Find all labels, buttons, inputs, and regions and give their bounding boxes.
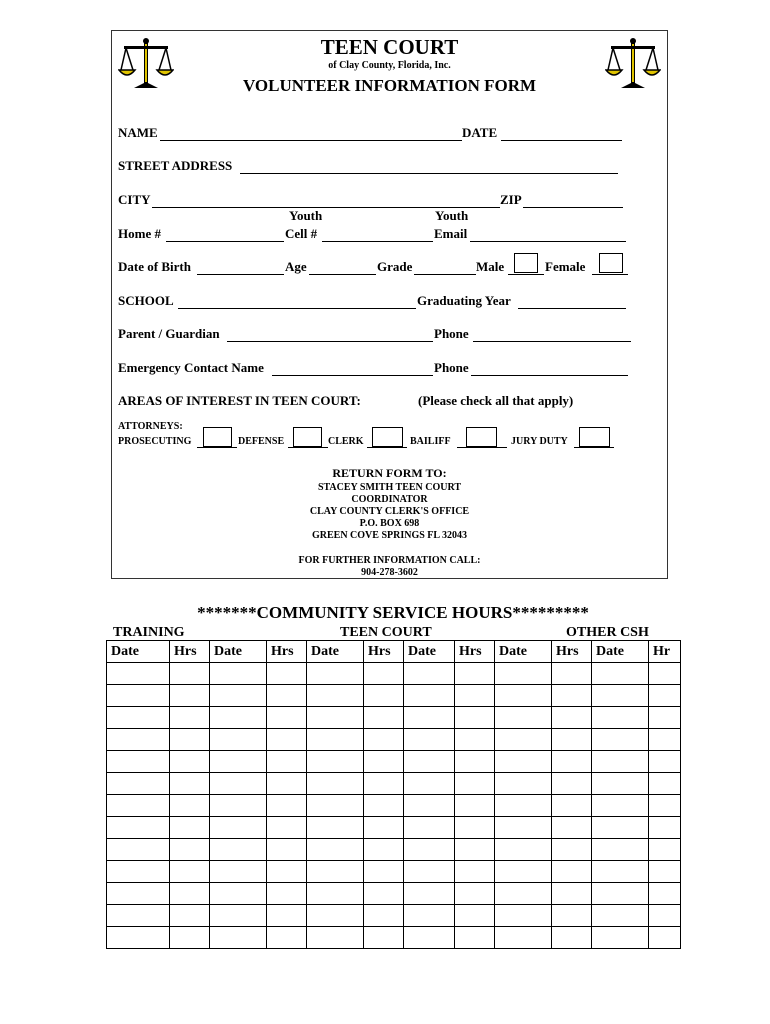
table-cell[interactable] bbox=[267, 663, 307, 685]
defense-checkbox[interactable] bbox=[293, 427, 322, 447]
teen-court-group-label: TEEN COURT bbox=[340, 625, 432, 640]
table-cell[interactable] bbox=[307, 795, 364, 817]
jury-duty-checkbox[interactable] bbox=[579, 427, 610, 447]
return-address-line: CLAY COUNTY CLERK'S OFFICE bbox=[309, 506, 470, 517]
table-cell[interactable] bbox=[107, 795, 170, 817]
zip-field[interactable] bbox=[523, 207, 623, 208]
table-row bbox=[107, 795, 681, 817]
table-cell[interactable] bbox=[210, 817, 267, 839]
table-cell[interactable] bbox=[267, 839, 307, 861]
table-cell[interactable] bbox=[455, 707, 495, 729]
table-cell[interactable] bbox=[107, 663, 170, 685]
table-cell[interactable] bbox=[107, 927, 170, 949]
table-cell[interactable] bbox=[307, 905, 364, 927]
female-checkbox[interactable] bbox=[599, 253, 623, 273]
table-cell[interactable] bbox=[592, 751, 649, 773]
table-cell[interactable] bbox=[210, 861, 267, 883]
table-cell[interactable] bbox=[552, 729, 592, 751]
table-cell[interactable] bbox=[455, 751, 495, 773]
clerk-label: CLERK bbox=[328, 436, 364, 447]
table-cell[interactable] bbox=[455, 663, 495, 685]
table-cell[interactable] bbox=[364, 707, 404, 729]
table-cell[interactable] bbox=[404, 663, 455, 685]
table-cell[interactable] bbox=[592, 839, 649, 861]
table-cell[interactable] bbox=[649, 839, 681, 861]
school-field[interactable] bbox=[178, 308, 416, 309]
table-cell[interactable] bbox=[107, 685, 170, 707]
defense-underline bbox=[288, 447, 328, 448]
table-cell[interactable] bbox=[307, 685, 364, 707]
training-group-label: TRAINING bbox=[113, 625, 185, 640]
emergency-contact-label: Emergency Contact Name bbox=[118, 360, 264, 375]
table-cell[interactable] bbox=[267, 817, 307, 839]
table-cell[interactable] bbox=[592, 795, 649, 817]
table-cell[interactable] bbox=[170, 905, 210, 927]
jury-duty-underline bbox=[574, 447, 614, 448]
table-row bbox=[107, 729, 681, 751]
table-cell[interactable] bbox=[649, 861, 681, 883]
table-cell[interactable] bbox=[210, 685, 267, 707]
table-cell[interactable] bbox=[307, 773, 364, 795]
bailiff-label: BAILIFF bbox=[410, 436, 451, 447]
email-field[interactable] bbox=[470, 241, 626, 242]
street-address-field[interactable] bbox=[240, 173, 618, 174]
youth-cell-label: Youth bbox=[289, 208, 323, 223]
graduating-year-field[interactable] bbox=[518, 308, 626, 309]
table-cell[interactable] bbox=[210, 795, 267, 817]
table-cell[interactable] bbox=[107, 905, 170, 927]
table-cell[interactable] bbox=[267, 773, 307, 795]
organization-subtitle: of Clay County, Florida, Inc. bbox=[328, 60, 451, 71]
table-cell[interactable] bbox=[364, 773, 404, 795]
parent-guardian-field[interactable] bbox=[227, 341, 433, 342]
table-cell[interactable] bbox=[307, 861, 364, 883]
female-underline bbox=[592, 274, 628, 275]
table-cell[interactable] bbox=[267, 685, 307, 707]
return-address-line: COORDINATOR bbox=[351, 494, 428, 505]
table-cell[interactable] bbox=[210, 905, 267, 927]
city-label: CITY bbox=[118, 192, 151, 207]
table-cell[interactable] bbox=[649, 927, 681, 949]
table-cell[interactable] bbox=[592, 861, 649, 883]
email-label: Email bbox=[434, 226, 468, 241]
table-cell[interactable] bbox=[552, 927, 592, 949]
table-cell[interactable] bbox=[170, 861, 210, 883]
community-service-hours-title: *******COMMUNITY SERVICE HOURS********* bbox=[197, 603, 589, 622]
table-cell[interactable] bbox=[552, 883, 592, 905]
table-cell[interactable] bbox=[364, 861, 404, 883]
table-cell[interactable] bbox=[455, 839, 495, 861]
table-cell[interactable] bbox=[649, 685, 681, 707]
table-cell[interactable] bbox=[495, 861, 552, 883]
column-header: Hrs bbox=[364, 641, 404, 663]
table-cell[interactable] bbox=[649, 707, 681, 729]
table-cell[interactable] bbox=[592, 927, 649, 949]
column-header: Date bbox=[495, 641, 552, 663]
table-cell[interactable] bbox=[495, 707, 552, 729]
table-cell[interactable] bbox=[267, 729, 307, 751]
table-cell[interactable] bbox=[404, 905, 455, 927]
school-label: SCHOOL bbox=[118, 293, 174, 308]
emergency-contact-field[interactable] bbox=[272, 375, 433, 376]
table-cell[interactable] bbox=[170, 927, 210, 949]
youth-email-label: Youth bbox=[435, 208, 469, 223]
table-cell[interactable] bbox=[364, 883, 404, 905]
table-cell[interactable] bbox=[210, 927, 267, 949]
table-cell[interactable] bbox=[495, 685, 552, 707]
table-cell[interactable] bbox=[404, 729, 455, 751]
table-cell[interactable] bbox=[170, 751, 210, 773]
table-row bbox=[107, 883, 681, 905]
table-cell[interactable] bbox=[364, 839, 404, 861]
table-cell[interactable] bbox=[364, 927, 404, 949]
female-label: Female bbox=[545, 259, 586, 274]
zip-label: ZIP bbox=[500, 192, 522, 207]
table-cell[interactable] bbox=[495, 663, 552, 685]
table-cell[interactable] bbox=[552, 861, 592, 883]
table-cell[interactable] bbox=[267, 861, 307, 883]
table-cell[interactable] bbox=[404, 817, 455, 839]
table-cell[interactable] bbox=[592, 773, 649, 795]
table-cell[interactable] bbox=[592, 663, 649, 685]
age-field[interactable] bbox=[309, 274, 376, 275]
column-header: Date bbox=[404, 641, 455, 663]
table-cell[interactable] bbox=[552, 707, 592, 729]
name-field[interactable] bbox=[160, 140, 462, 141]
table-cell[interactable] bbox=[649, 773, 681, 795]
table-cell[interactable] bbox=[495, 839, 552, 861]
column-header: Hrs bbox=[170, 641, 210, 663]
table-cell[interactable] bbox=[404, 685, 455, 707]
other-csh-group-label: OTHER CSH bbox=[566, 625, 649, 640]
column-header: Hrs bbox=[267, 641, 307, 663]
table-cell[interactable] bbox=[307, 751, 364, 773]
table-cell[interactable] bbox=[495, 795, 552, 817]
table-cell[interactable] bbox=[210, 883, 267, 905]
table-cell[interactable] bbox=[592, 817, 649, 839]
table-cell[interactable] bbox=[552, 773, 592, 795]
table-cell[interactable] bbox=[649, 663, 681, 685]
table-cell[interactable] bbox=[307, 817, 364, 839]
table-cell[interactable] bbox=[170, 883, 210, 905]
table-cell[interactable] bbox=[592, 883, 649, 905]
column-header: Hrs bbox=[552, 641, 592, 663]
table-cell[interactable] bbox=[364, 817, 404, 839]
attorneys-label: ATTORNEYS: bbox=[118, 421, 183, 432]
table-cell[interactable] bbox=[107, 861, 170, 883]
table-cell[interactable] bbox=[307, 707, 364, 729]
table-cell[interactable] bbox=[404, 883, 455, 905]
date-field[interactable] bbox=[501, 140, 622, 141]
table-cell[interactable] bbox=[267, 707, 307, 729]
prosecuting-label: PROSECUTING bbox=[118, 436, 192, 447]
table-cell[interactable] bbox=[455, 729, 495, 751]
cell-phone-label: Cell # bbox=[285, 226, 318, 241]
table-cell[interactable] bbox=[364, 795, 404, 817]
jury-duty-label: JURY DUTY bbox=[511, 436, 568, 447]
table-cell[interactable] bbox=[455, 861, 495, 883]
table-cell[interactable] bbox=[552, 817, 592, 839]
return-address-line: STACEY SMITH TEEN COURT bbox=[317, 482, 462, 493]
table-cell[interactable] bbox=[455, 883, 495, 905]
home-phone-label: Home # bbox=[118, 226, 161, 241]
table-cell[interactable] bbox=[170, 729, 210, 751]
table-cell[interactable] bbox=[649, 795, 681, 817]
emergency-phone-field[interactable] bbox=[471, 375, 628, 376]
parent-phone-label: Phone bbox=[434, 326, 469, 341]
table-cell[interactable] bbox=[592, 707, 649, 729]
name-label: NAME bbox=[118, 125, 158, 140]
prosecuting-checkbox[interactable] bbox=[203, 427, 232, 447]
further-info-label: FOR FURTHER INFORMATION CALL: bbox=[298, 555, 481, 566]
date-of-birth-field[interactable] bbox=[197, 274, 284, 275]
table-row bbox=[107, 663, 681, 685]
age-label: Age bbox=[285, 259, 307, 274]
table-cell[interactable] bbox=[455, 817, 495, 839]
table-cell[interactable] bbox=[404, 795, 455, 817]
table-cell[interactable] bbox=[552, 905, 592, 927]
table-row bbox=[107, 927, 681, 949]
table-cell[interactable] bbox=[210, 839, 267, 861]
table-cell[interactable] bbox=[267, 751, 307, 773]
cell-phone-field[interactable] bbox=[322, 241, 433, 242]
table-row bbox=[107, 839, 681, 861]
male-label: Male bbox=[476, 259, 505, 274]
table-cell[interactable] bbox=[307, 883, 364, 905]
table-cell[interactable] bbox=[107, 839, 170, 861]
table-cell[interactable] bbox=[495, 817, 552, 839]
table-cell[interactable] bbox=[495, 729, 552, 751]
table-cell[interactable] bbox=[404, 861, 455, 883]
table-row bbox=[107, 861, 681, 883]
table-cell[interactable] bbox=[455, 685, 495, 707]
table-cell[interactable] bbox=[455, 795, 495, 817]
table-cell[interactable] bbox=[107, 751, 170, 773]
table-cell[interactable] bbox=[307, 927, 364, 949]
return-address-line: GREEN COVE SPRINGS FL 32043 bbox=[311, 530, 468, 541]
community-service-hours-table bbox=[106, 640, 681, 949]
table-cell[interactable] bbox=[267, 883, 307, 905]
table-cell[interactable] bbox=[495, 927, 552, 949]
table-cell[interactable] bbox=[649, 883, 681, 905]
table-cell[interactable] bbox=[307, 663, 364, 685]
table-cell[interactable] bbox=[170, 839, 210, 861]
table-cell[interactable] bbox=[404, 751, 455, 773]
column-header: Date bbox=[210, 641, 267, 663]
table-cell[interactable] bbox=[495, 883, 552, 905]
return-form-heading: RETURN FORM TO: bbox=[332, 466, 447, 480]
street-address-label: STREET ADDRESS bbox=[118, 158, 233, 173]
table-cell[interactable] bbox=[404, 927, 455, 949]
table-cell[interactable] bbox=[592, 905, 649, 927]
table-cell[interactable] bbox=[307, 729, 364, 751]
table-cell[interactable] bbox=[552, 685, 592, 707]
table-row bbox=[107, 751, 681, 773]
graduating-year-label: Graduating Year bbox=[417, 293, 511, 308]
male-checkbox[interactable] bbox=[514, 253, 538, 273]
table-row bbox=[107, 707, 681, 729]
table-row bbox=[107, 905, 681, 927]
table-cell[interactable] bbox=[210, 663, 267, 685]
date-label: DATE bbox=[462, 125, 498, 140]
table-row bbox=[107, 685, 681, 707]
defense-label: DEFENSE bbox=[238, 436, 285, 447]
table-cell[interactable] bbox=[267, 905, 307, 927]
check-all-note: (Please check all that apply) bbox=[418, 393, 574, 408]
table-cell[interactable] bbox=[552, 663, 592, 685]
table-cell[interactable] bbox=[404, 707, 455, 729]
table-cell[interactable] bbox=[107, 883, 170, 905]
table-cell[interactable] bbox=[404, 839, 455, 861]
form-heading: VOLUNTEER INFORMATION FORM bbox=[242, 76, 537, 95]
table-cell[interactable] bbox=[364, 729, 404, 751]
table-cell[interactable] bbox=[592, 729, 649, 751]
table-cell[interactable] bbox=[404, 773, 455, 795]
prosecuting-underline bbox=[197, 447, 237, 448]
return-address-line: P.O. BOX 698 bbox=[359, 518, 420, 529]
table-cell[interactable] bbox=[267, 795, 307, 817]
table-cell[interactable] bbox=[170, 663, 210, 685]
table-cell[interactable] bbox=[107, 707, 170, 729]
column-header: Date bbox=[107, 641, 170, 663]
table-cell[interactable] bbox=[455, 773, 495, 795]
table-cell[interactable] bbox=[495, 751, 552, 773]
table-cell[interactable] bbox=[107, 729, 170, 751]
column-header: Hrs bbox=[455, 641, 495, 663]
bailiff-checkbox[interactable] bbox=[466, 427, 497, 447]
table-cell[interactable] bbox=[364, 663, 404, 685]
table-cell[interactable] bbox=[592, 685, 649, 707]
male-underline bbox=[508, 274, 544, 275]
column-header: Date bbox=[592, 641, 649, 663]
date-of-birth-label: Date of Birth bbox=[118, 259, 191, 274]
table-cell[interactable] bbox=[210, 729, 267, 751]
clerk-underline bbox=[367, 447, 407, 448]
table-cell[interactable] bbox=[210, 707, 267, 729]
table-cell[interactable] bbox=[495, 773, 552, 795]
table-cell[interactable] bbox=[210, 773, 267, 795]
table-cell[interactable] bbox=[364, 905, 404, 927]
table-cell[interactable] bbox=[107, 817, 170, 839]
info-phone-number: 904-278-3602 bbox=[361, 567, 418, 578]
table-cell[interactable] bbox=[170, 795, 210, 817]
grade-label: Grade bbox=[377, 259, 413, 274]
table-cell[interactable] bbox=[649, 817, 681, 839]
table-row bbox=[107, 817, 681, 839]
table-cell[interactable] bbox=[267, 927, 307, 949]
table-cell[interactable] bbox=[649, 905, 681, 927]
table-cell[interactable] bbox=[364, 751, 404, 773]
table-header-row bbox=[107, 641, 681, 663]
table-cell[interactable] bbox=[170, 773, 210, 795]
parent-phone-field[interactable] bbox=[473, 341, 631, 342]
table-cell[interactable] bbox=[552, 839, 592, 861]
column-header: Date bbox=[307, 641, 364, 663]
form-title: TEEN COURT bbox=[320, 35, 459, 59]
clerk-checkbox[interactable] bbox=[372, 427, 403, 447]
home-phone-field[interactable] bbox=[166, 241, 284, 242]
table-cell[interactable] bbox=[455, 905, 495, 927]
table-cell[interactable] bbox=[364, 685, 404, 707]
table-cell[interactable] bbox=[107, 773, 170, 795]
column-header: Hr bbox=[649, 641, 681, 663]
table-cell[interactable] bbox=[649, 729, 681, 751]
table-cell[interactable] bbox=[649, 751, 681, 773]
table-row bbox=[107, 773, 681, 795]
table-cell[interactable] bbox=[495, 905, 552, 927]
areas-of-interest-heading: AREAS OF INTEREST IN TEEN COURT: bbox=[118, 393, 361, 408]
emergency-phone-label: Phone bbox=[434, 360, 469, 375]
table-cell[interactable] bbox=[170, 707, 210, 729]
table-cell[interactable] bbox=[170, 685, 210, 707]
table-cell[interactable] bbox=[307, 839, 364, 861]
table-cell[interactable] bbox=[210, 751, 267, 773]
table-cell[interactable] bbox=[552, 795, 592, 817]
bailiff-underline bbox=[457, 447, 507, 448]
table-cell[interactable] bbox=[170, 817, 210, 839]
parent-guardian-label: Parent / Guardian bbox=[118, 326, 220, 341]
table-cell[interactable] bbox=[455, 927, 495, 949]
grade-field[interactable] bbox=[414, 274, 476, 275]
table-cell[interactable] bbox=[552, 751, 592, 773]
